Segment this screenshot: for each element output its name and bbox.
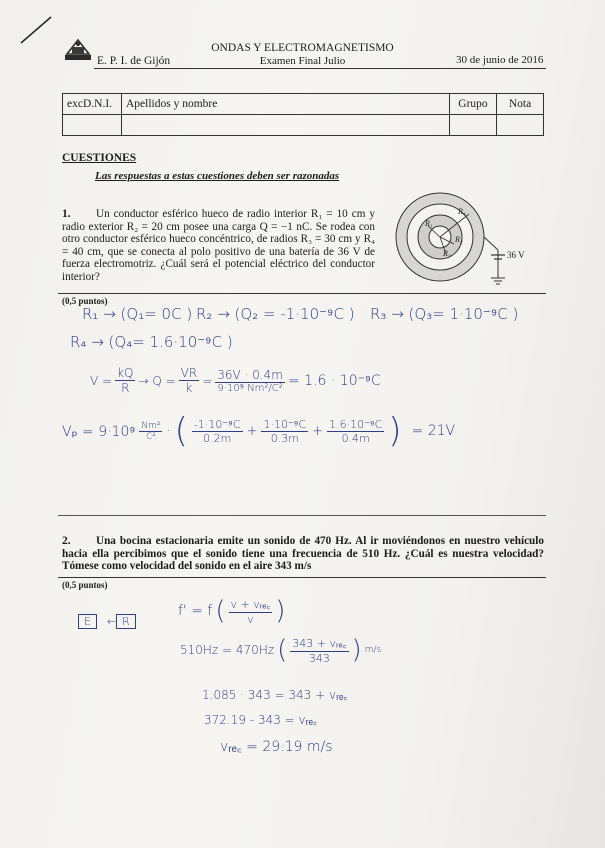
label-r4: R₄ [458,207,466,216]
q1-number: 1. [62,208,71,220]
exam-name: Examen Final Julio [259,55,346,67]
school-name: E. P. I. de Gijón [97,55,171,67]
section-subtitle: Las respuestas a estas cuestiones deben ser razonadas [95,170,340,182]
q2-points: (0,5 puntos) [62,580,108,590]
q2-rule [58,577,546,578]
q2-emitter-receiver-sketch [78,614,136,629]
q1-ans-r2: R₂ → (Q₂ = -1·10⁻⁹C ) [196,305,355,323]
header-rule [94,68,546,69]
q2-text: Una bocina estacionaria emite un sonido de 470 Hz. Al ir moviéndonos en nuestro vehículo hacia ella percibimos que el sonido tiene una frecuencia de 510 Hz. ¿Cuál es nuestra velocidad? Tómese como velocidad del sonido en el aire 343 m/s [62,535,544,573]
exam-date: 30 de junio de 2016 [456,54,544,66]
q2-doppler-formula: f' = f ( v + vᵣₑ꜀ v ) [178,596,286,626]
student-id-table [62,93,544,136]
q2-result: vᵣₑ꜀ = 29.19 m/s [220,739,333,755]
name-cell [122,115,450,136]
receiver-box: R [116,614,136,629]
q2-step-1: 1.085 · 343 = 343 + vᵣₑ꜀ [202,688,348,702]
q1-points: (0,5 puntos) [62,296,108,306]
q1-spheres-figure [388,192,538,292]
q2-number: 2. [62,535,71,547]
q2-substituted-formula: 510Hz = 470Hz ( 343 + vᵣₑ꜀ 343 ) m/s [180,635,382,665]
label-r1: R₁ [425,219,433,228]
emitter-box: E [78,614,97,629]
q1-ans-r3: R₃ → (Q₃= 1·10⁻⁹C ) [370,305,519,323]
group-cell [450,115,497,136]
q1-end-rule [58,515,546,516]
section-title: CUESTIONES [62,152,137,164]
q1-potential-equation: Vₚ = 9·10⁹ Nm² C² · ( -1·10⁻⁹C 0.2m + $\frac{\text{1·10⁻⁹C}}{0.3m}$ + $\frac{\text{1.6·10⁻⁹C}}{0.4m}$ ) = 21V [62,411,456,451]
label-r2: R₂ [455,235,463,244]
grade-header: Nota [497,94,544,115]
battery-label: 36 V [507,250,525,260]
q1-charge-equation: V = $\frac{kQ}{R}$ → Q = $\frac{VR}{k}$ = 36V · 0.4m 9·10⁹ Nm²/C² = 1.6 · 10⁻⁹C [90,366,381,395]
q2-step-2: 372.19 - 343 = vᵣₑ꜀ [204,713,318,727]
q1-ans-r1: R₁ → (Q₁= 0C ) [82,305,193,323]
q1-ans-r4: R₄ → (Q₄= 1.6·10⁻⁹C ) [70,333,233,351]
dni-header: excD.N.I. [63,94,122,115]
name-header: Apellidos y nombre [122,94,450,115]
q1-rule [58,293,546,294]
dni-cell [63,115,122,136]
arrow-icon: ← [106,615,117,628]
course-title: ONDAS Y ELECTROMAGNETISMO [211,42,394,54]
label-r3: R₃ [443,249,451,258]
grade-cell [497,115,544,136]
q1-text: Un conductor esférico hueco de radio interior R₁ = 10 cm y radio exterior R₂ = 20 cm posee una carga Q = −1 nC. Se rodea con otro conductor esférico hueco concéntrico, de radios R₃ = 30 cm y R₄ = 40 cm, que se conecta al polo positivo de una batería de 36 V de fuerza electromotriz. ¿Cuál será el potencial eléctrico del conductor interior? [62,208,375,283]
group-header: Grupo [450,94,497,115]
